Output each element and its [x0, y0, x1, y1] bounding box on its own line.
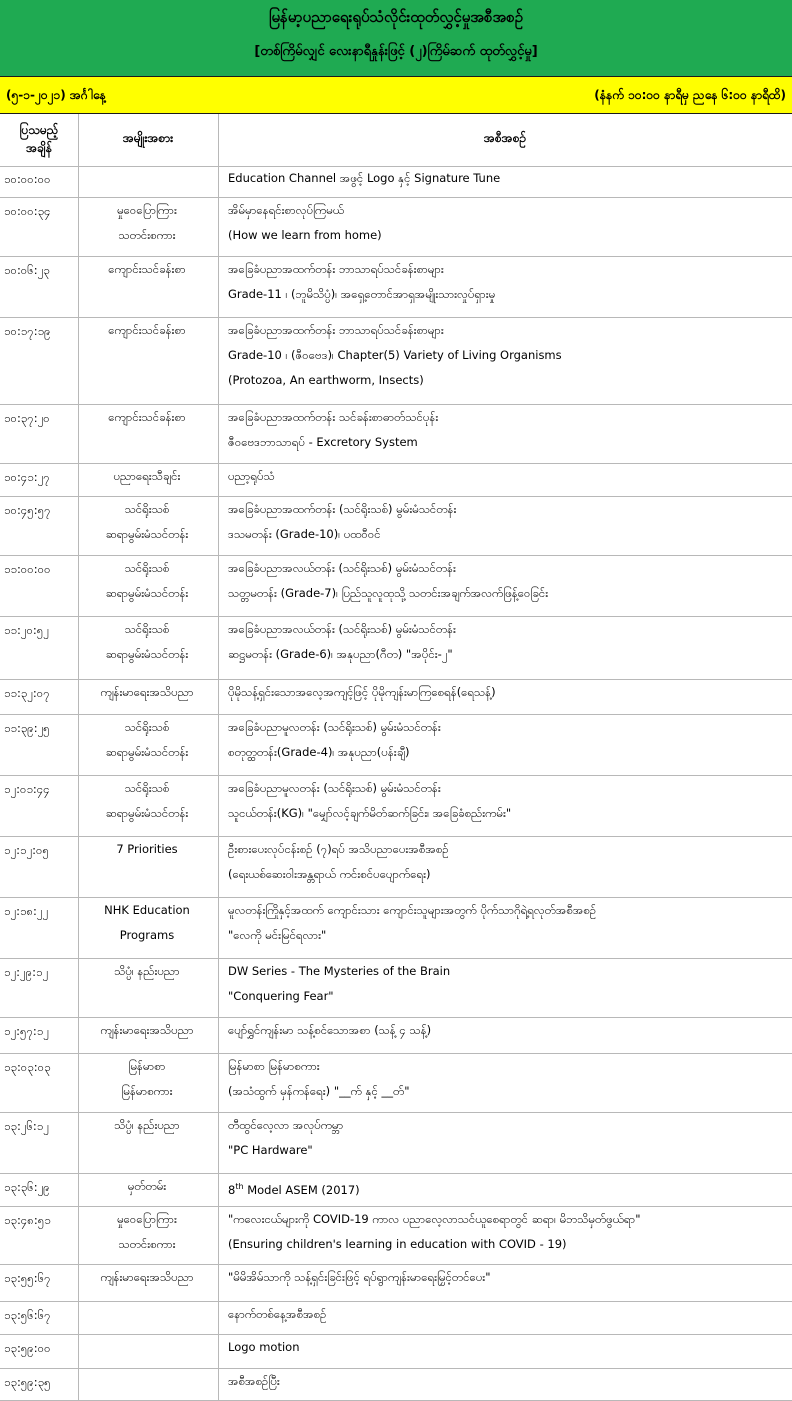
row-program: [228, 898, 790, 948]
row-program-line: အခြေခံပညာအထက်တန်း သင်ခန်းစာဓာတ်သင်ပုန်း: [228, 410, 439, 424]
row-type-line: ကျန်းမာရေးအသိပညာ: [100, 685, 194, 699]
row-time: ၁၂:၅၇:၁၂: [4, 1024, 49, 1038]
row-program: [228, 1335, 790, 1360]
column-header-time-line2: အချိန်: [26, 141, 52, 155]
row-type-line: မြန်မာစာ: [128, 1059, 166, 1073]
row-program-line: ဇီဝဗေဒဘာသာရပ် - Excretory System: [228, 435, 418, 449]
row-type: [78, 198, 216, 248]
row-time: ၁၀:၃၇:၂၀: [4, 411, 50, 425]
broadcast-hours: (နံနက် ၁၀:၀၀ နာရီမှ ညနေ ၆:၀၀ နာရီထိ): [594, 88, 786, 102]
row-time: ၁၂:၀၁:၄၄: [4, 782, 50, 796]
row-program: [228, 318, 790, 393]
row-type-line: Programs: [119, 928, 175, 942]
row-type: [78, 837, 216, 862]
row-type: [78, 464, 216, 489]
row-type-line: ဆရာမွမ်းမံသင်တန်း: [105, 647, 189, 661]
row-program-line: အခြေခံပညာအထက်တန်း (သင်ရိုးသစ်) မွမ်းမံသင်တန်း: [228, 502, 457, 516]
row-type: [78, 318, 216, 343]
row-type-line: ကျောင်းသင်ခန်းစာ: [108, 323, 186, 337]
row-program: [228, 405, 790, 455]
row-program: [228, 715, 790, 765]
column-header-type: [78, 114, 218, 182]
row-program: [228, 198, 790, 248]
row-program-line: မူလတန်းကြိုနှင့်အထက် ကျောင်းသား ကျောင်းသူများအတွက် ပိုက်သာဂိုရဲ့ရလုတ်အစီအစဉ်: [228, 903, 597, 917]
row-program-line: ပျော်ရွှင်ကျန်းမာ သန့်စင်သောအစာ (သန့် ၄ သန့်): [228, 1023, 432, 1037]
row-time: ၁၀:၀၀:၃၄: [4, 204, 51, 218]
row-type-line: မြန်မာစကား: [121, 1084, 173, 1098]
row-type-line: ကျောင်းသင်ခန်းစာ: [108, 410, 186, 424]
row-program-line: အခြေခံပညာမူလတန်း (သင်ရိုးသစ်) မွမ်းမံသင်တန်း: [228, 781, 441, 795]
row-time: ၁၃:၅၅:၆၇: [4, 1271, 51, 1285]
column-header-time-line1: ပြသမည့်: [19, 123, 59, 137]
row-type-line: သင်ရိုးသစ်: [124, 622, 170, 636]
row-type: [78, 1018, 216, 1043]
row-time: ၁၂:၁၂:၀၅: [4, 843, 49, 857]
row-type: [78, 1265, 216, 1290]
row-type-line: သိပ္ပံ၊ နည်းပညာ: [114, 964, 180, 978]
row-program-line: (ရေးယစ်ဆေးဝါးအန္တရာယ် ကင်းစင်ပပျောက်ရေး): [228, 867, 431, 881]
row-program-line: (Ensuring children's learning in education with COVID - 19): [228, 1237, 567, 1251]
row-time: ၁၃:၅၉:၀၀: [4, 1341, 51, 1355]
row-program: [228, 1207, 790, 1257]
row-time: ၁၁:၃၂:၀၇: [4, 686, 50, 700]
date-band: [0, 77, 792, 114]
row-time: ၁၀:၀၆:၂၃: [4, 263, 50, 277]
row-time: ၁၀:၁၇:၁၉: [4, 324, 51, 338]
row-program: [228, 257, 790, 307]
row-time: ၁၁:၀၀:၀၀: [4, 562, 51, 576]
row-type-line: သင်ရိုးသစ်: [124, 720, 170, 734]
row-type: [78, 1113, 216, 1138]
row-program-line: အခြေခံပညာအလယ်တန်း (သင်ရိုးသစ်) မွမ်းမံသင်တန်း: [228, 622, 456, 636]
row-program-line: (အသံထွက် မှန်ကန်ရေး) "__က် နှင့် __တ်": [228, 1084, 410, 1098]
title-band: [0, 0, 792, 77]
row-program-line: အခြေခံပညာအထက်တန်း ဘာသာရပ်သင်ခန်းစာများ: [228, 323, 444, 337]
row-type-line: ကျောင်းသင်ခန်းစာ: [108, 262, 186, 276]
row-type-line: ကျန်းမာရေးအသိပညာ: [100, 1270, 194, 1284]
row-program-line: အခြေခံပညာအလယ်တန်း (သင်ရိုးသစ်) မွမ်းမံသင်တန်း: [228, 561, 456, 575]
row-type: [78, 1054, 216, 1104]
row-type-line: ကျန်းမာရေးအသိပညာ: [100, 1023, 194, 1037]
page-subtitle: [တစ်ကြိမ်လျှင် လေးနာရီနှုန်းဖြင့် (၂)ကြိမ်ဆက် ထုတ်လွှင့်မှု]: [254, 44, 538, 59]
row-program-line: စတုတ္ထတန်း(Grade-4)၊ အနုပညာ(ပန်းချီ): [228, 745, 410, 759]
row-program-line: (How we learn from home): [228, 228, 382, 242]
row-time: ၁၀:၀၀:၀၀: [4, 172, 51, 186]
row-type-line: သိပ္ပံ၊ နည်းပညာ: [114, 1118, 180, 1132]
row-program-line: ဦးစားပေးလုပ်ငန်းစဉ် (၇)ရပ် အသိပညာပေးအစီအစဉ်: [228, 842, 449, 856]
row-time: ၁၂:၂၉:၁၂: [4, 965, 49, 979]
row-type-line: သတင်းစကား: [118, 1237, 176, 1251]
row-type-line: သတင်းစကား: [118, 228, 176, 242]
row-program-line: အခြေခံပညာအထက်တန်း ဘာသာရပ်သင်ခန်းစာများ: [228, 262, 444, 276]
row-type-line: ဆရာမွမ်းမံသင်တန်း: [105, 586, 189, 600]
row-program-line: တီထွင်လေ့လာ အလုပ်ကမ္ဘာ: [228, 1118, 344, 1132]
row-type: [78, 617, 216, 667]
row-type-line: NHK Education: [104, 903, 190, 917]
row-type-line: ဆရာမွမ်းမံသင်တန်း: [105, 527, 189, 541]
row-type-line: 7 Priorities: [116, 842, 178, 856]
column-header-type-label: အမျိုးအစား: [122, 131, 174, 145]
row-program: [228, 1265, 790, 1290]
row-program: [228, 166, 790, 191]
row-type-line: ပညာရေးသီချင်း: [113, 469, 181, 483]
row-program-line: "Conquering Fear": [228, 989, 334, 1003]
row-type: [78, 556, 216, 606]
row-time: ၁၀:၄၅:၅၇: [4, 503, 51, 517]
broadcast-date: (၅-၁-၂၀၂၁) အင်္ဂါနေ့: [6, 88, 106, 102]
row-program-line: Logo motion: [228, 1340, 300, 1354]
page-title: မြန်မာ့ပညာရေးရုပ်သံလိုင်းထုတ်လွှင့်မှုအစီအစဉ်: [268, 8, 524, 26]
row-time: ၁၃:၅၉:၃၅: [4, 1375, 51, 1389]
row-program: [228, 556, 790, 606]
row-program: [228, 1302, 790, 1327]
row-program-line: Grade-11 ၊ (ဘူမိသိပ္ပံ)၊ အရှေ့တောင်အာရှအမျိုးသားလှုပ်ရှားမှု: [228, 287, 496, 301]
row-time: ၁၃:၃၆:၂၉: [4, 1180, 50, 1194]
row-program: [228, 1054, 790, 1104]
row-program-line: "ကလေးငယ်များကို COVID-19 ကာလ ပညာလေ့လာသင်ယူစေရာတွင် ဆရာ၊ မိဘသိမှတ်ဖွယ်ရာ": [228, 1212, 641, 1226]
row-time: ၁၃:၂၆:၁၂: [4, 1119, 49, 1133]
row-type: [78, 1207, 216, 1257]
row-program-line: ပိုမိုသန့်ရှင်းသောအလေ့အကျင့်ဖြင့် ပိုမိုကျန်းမာကြစေရန်(ရေသန့်): [228, 685, 496, 699]
row-program-line: အစီအစဉ်ပြီး: [228, 1374, 280, 1388]
row-type-line: သင်ရိုးသစ်: [124, 561, 170, 575]
row-program-line: "လေကို မင်းမြင်ရလား": [228, 928, 327, 942]
superscript: th: [235, 1182, 244, 1191]
row-type-line: မှုဝေပြောကြား: [117, 1212, 177, 1226]
row-time: ၁၁:၂၀:၅၂: [4, 623, 49, 637]
row-program-line: အခြေခံပညာမူလတန်း (သင်ရိုးသစ်) မွမ်းမံသင်တန်း: [228, 720, 441, 734]
row-program-line: သူငယ်တန်း(KG)၊ "မျှော်လင့်ချက်မိတ်ဆက်ခြင်း၊ အခြေခံစည်းကမ်း": [228, 806, 512, 820]
row-program-line: ဆဋ္ဌမတန်း (Grade-6)၊ အနုပညာ(ဂီတ) "အပိုင်း-၂": [228, 647, 453, 661]
row-program: [228, 464, 790, 489]
row-time: ၁၁:၃၉:၂၅: [4, 721, 50, 735]
row-program: [228, 1369, 790, 1394]
row-type: [78, 1174, 216, 1199]
row-type-line: မှတ်တမ်း: [127, 1179, 167, 1193]
row-program: [228, 776, 790, 826]
row-type: [78, 405, 216, 430]
row-time: ၁၀:၄၁:၂၇: [4, 470, 50, 484]
row-type: [78, 959, 216, 984]
row-type: [78, 680, 216, 705]
column-divider: [218, 114, 219, 1401]
row-type: [78, 257, 216, 282]
row-type: [78, 898, 216, 948]
row-type-line: ဆရာမွမ်းမံသင်တန်း: [105, 806, 189, 820]
row-type: [78, 497, 216, 547]
row-program: [228, 837, 790, 887]
row-program-line: (Protozoa, An earthworm, Insects): [228, 373, 424, 387]
row-program-line: 8th Model ASEM (2017): [228, 1182, 360, 1197]
row-program: [228, 959, 790, 1009]
column-header-program-label: အစီအစဉ်: [483, 131, 527, 145]
row-program-line: DW Series - The Mysteries of the Brain: [228, 964, 451, 978]
row-program-line: ပညာ့ရုပ်သံ: [228, 469, 275, 483]
row-program-line: သတ္တမတန်း (Grade-7)၊ ပြည်သူလူထုသို့ သတင်းအချက်အလက်ဖြန့်ဝေခြင်း: [228, 586, 549, 600]
row-type: [78, 715, 216, 765]
row-program-line: အိမ်မှာနေရင်းစာလုပ်ကြမယ်: [228, 203, 344, 217]
row-program-line: "PC Hardware": [228, 1143, 313, 1157]
row-time: ၁၂:၁၈:၂၂: [4, 904, 49, 918]
row-time: ၁၃:၀၃:၀၃: [4, 1060, 51, 1074]
row-program: [228, 1018, 790, 1043]
row-type-line: သင်ရိုးသစ်: [124, 781, 170, 795]
row-program: [228, 680, 790, 705]
row-program: [228, 617, 790, 667]
row-program-line: ဒသမတန်း (Grade-10)၊ ပထဝီဝင်: [228, 527, 381, 541]
row-program-line: "မိမိအိမ်သာကို သန့်ရှင်းခြင်းဖြင့် ရပ်ရွာကျန်းမာရေးမြှင့်တင်ပေး": [228, 1270, 491, 1284]
row-program: [228, 1174, 790, 1203]
row-type-line: ဆရာမွမ်းမံသင်တန်း: [105, 745, 189, 759]
row-program: [228, 497, 790, 547]
row-time: ၁၃:၄၈:၅၁: [4, 1213, 51, 1227]
row-program-line: Education Channel အဖွင့် Logo နှင့် Signature Tune: [228, 171, 501, 185]
row-time: ၁၃:၅၆:၆၇: [4, 1308, 51, 1322]
row-type-line: မှုဝေပြောကြား: [117, 203, 177, 217]
row-type-line: သင်ရိုးသစ်: [124, 502, 170, 516]
row-type: [78, 776, 216, 826]
row-program-line: မြန်မာစာ မြန်မာစကား: [228, 1059, 320, 1073]
row-program: [228, 1113, 790, 1163]
column-header-time: [0, 114, 78, 174]
row-program-line: နောက်တစ်နေ့အစီအစဉ်: [228, 1307, 327, 1321]
row-program-line: Grade-10 ၊ (ဇီဝဗေဒ)၊ Chapter(5) Variety of Living Organisms: [228, 348, 562, 362]
